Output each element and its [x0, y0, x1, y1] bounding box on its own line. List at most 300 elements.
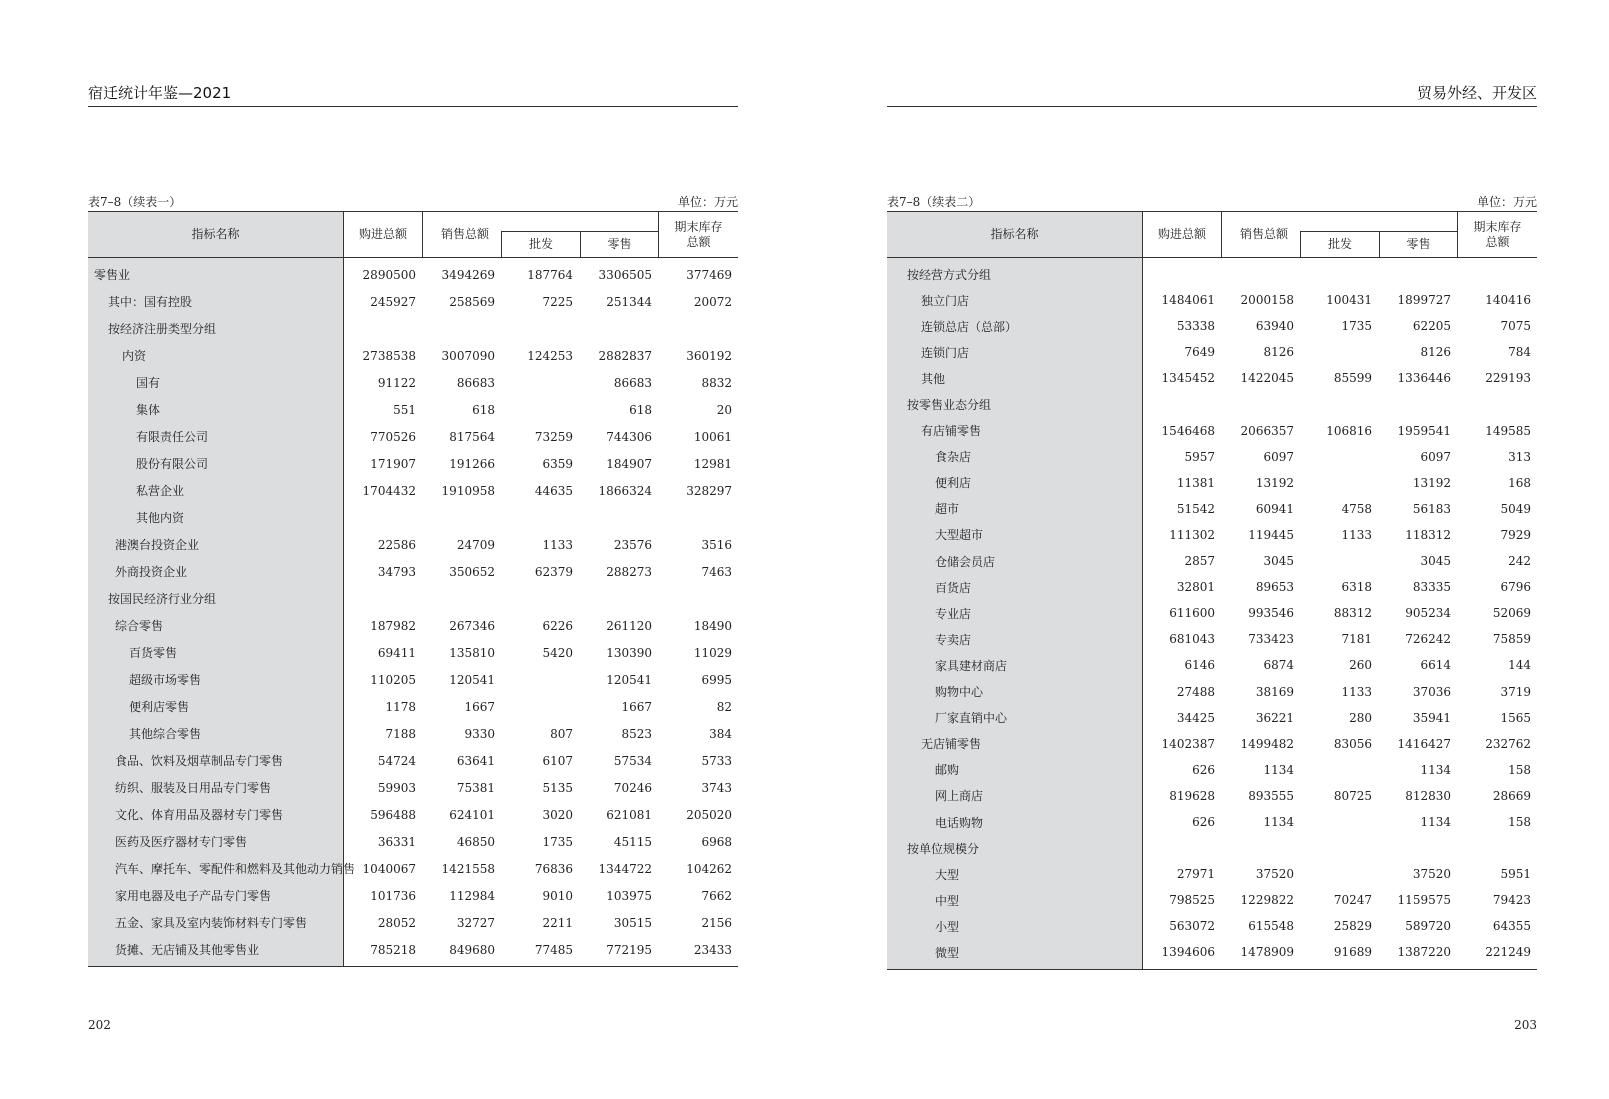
stock-value: 28669	[1492, 788, 1531, 803]
stock-value: 168	[1508, 475, 1531, 490]
header-indicator: 指标名称	[990, 227, 1039, 241]
retail-value: 1159575	[1397, 893, 1451, 908]
row-label: 综合零售	[115, 619, 164, 633]
wholesale-value: 187764	[527, 267, 573, 282]
wholesale-value: 25829	[1333, 919, 1372, 934]
sales-value: 63940	[1255, 319, 1294, 334]
sales-value: 1229822	[1240, 893, 1294, 908]
table-row	[887, 939, 1537, 965]
retail-value: 184907	[606, 456, 652, 471]
wholesale-value: 280	[1349, 710, 1372, 725]
purchase-value: 51542	[1176, 501, 1215, 516]
sales-value: 2066357	[1240, 423, 1294, 438]
wholesale-value: 6318	[1341, 580, 1372, 595]
retail-value: 70246	[613, 780, 652, 795]
purchase-value: 187982	[370, 618, 416, 633]
stock-value: 5049	[1500, 501, 1531, 516]
row-label: 连锁门店	[921, 345, 970, 360]
sales-value: 733423	[1248, 632, 1294, 647]
sales-value: 86683	[456, 375, 495, 390]
retail-value: 905234	[1405, 606, 1451, 621]
purchase-value: 101736	[370, 888, 416, 903]
stock-value: 384	[709, 726, 732, 741]
row-label: 五金、家具及室内装饰材料专门零售	[115, 916, 308, 930]
header-stock: 期末库存 总额	[674, 219, 723, 249]
table-row	[88, 720, 738, 747]
sales-value: 1667	[464, 699, 495, 714]
sales-value: 191266	[449, 456, 495, 471]
stock-value: 242	[1508, 554, 1531, 569]
purchase-value: 5957	[1184, 449, 1215, 464]
sales-value: 849680	[449, 942, 495, 957]
row-label: 按国民经济行业分组	[108, 592, 217, 606]
stock-value: 6995	[701, 672, 732, 687]
retail-value: 1959541	[1397, 423, 1451, 438]
purchase-value: 2738538	[362, 348, 416, 363]
table-row	[88, 666, 738, 693]
row-label: 汽车、摩托车、零配件和燃料及其他动力销售	[115, 862, 356, 876]
retail-value: 2882837	[598, 348, 652, 363]
table-row	[88, 639, 738, 666]
purchase-value: 596488	[370, 807, 416, 822]
retail-value: 1344722	[598, 861, 652, 876]
purchase-value: 626	[1192, 762, 1215, 777]
wholesale-value: 85599	[1333, 371, 1372, 386]
row-label: 其他内资	[136, 511, 185, 525]
right-page	[887, 0, 1537, 1099]
stock-value: 82	[716, 699, 732, 714]
sales-value: 9330	[464, 726, 495, 741]
retail-value: 618	[629, 402, 652, 417]
sales-value: 1134	[1263, 762, 1294, 777]
retail-value: 3306505	[598, 267, 652, 282]
purchase-value: 611600	[1169, 606, 1215, 621]
retail-value: 1667	[621, 699, 652, 714]
table-row	[887, 365, 1537, 391]
table-row	[887, 861, 1537, 887]
sales-value: 63641	[456, 753, 495, 768]
row-label: 百货店	[935, 580, 972, 595]
page-number: 202	[88, 1018, 111, 1032]
retail-value: 13192	[1412, 475, 1451, 490]
stock-value: 23433	[693, 942, 732, 957]
retail-value: 6097	[1420, 449, 1451, 464]
table-number: 表7–8（续表二）	[887, 195, 981, 209]
retail-value: 35941	[1412, 710, 1451, 725]
table-row	[887, 652, 1537, 678]
retail-value: 1134	[1420, 762, 1451, 777]
stock-value: 140416	[1485, 293, 1531, 308]
row-label: 家用电器及电子产品专门零售	[115, 889, 272, 903]
stock-value: 104262	[686, 861, 732, 876]
row-label: 大型	[935, 867, 960, 882]
retail-value: 37520	[1412, 867, 1451, 882]
purchase-value: 11381	[1176, 475, 1215, 490]
sales-value: 1422045	[1240, 371, 1294, 386]
table-row	[887, 600, 1537, 626]
purchase-value: 626	[1192, 815, 1215, 830]
retail-value: 120541	[606, 672, 652, 687]
table-row	[887, 835, 1537, 861]
table-row	[887, 783, 1537, 809]
sales-value: 1478909	[1240, 945, 1294, 960]
table-row	[88, 369, 738, 396]
data-table	[88, 211, 738, 967]
row-label: 零售业	[94, 268, 131, 282]
retail-value: 1416427	[1397, 736, 1451, 751]
purchase-value: 111302	[1169, 527, 1215, 542]
retail-value: 1899727	[1397, 293, 1451, 308]
row-label: 超市	[935, 502, 960, 517]
row-label: 电话购物	[935, 815, 984, 830]
sales-value: 60941	[1255, 501, 1294, 516]
data-table	[887, 211, 1537, 970]
table-row	[88, 855, 738, 882]
purchase-value: 6146	[1184, 658, 1215, 673]
retail-value: 6614	[1420, 658, 1451, 673]
purchase-value: 1484061	[1161, 293, 1215, 308]
purchase-value: 785218	[370, 942, 416, 957]
row-label: 小型	[935, 919, 960, 934]
row-label: 按单位规模分	[907, 841, 980, 856]
row-label: 百货零售	[129, 646, 178, 660]
retail-value: 62205	[1412, 319, 1451, 334]
table-row	[88, 315, 738, 342]
sales-value: 993546	[1248, 606, 1294, 621]
table-row	[887, 887, 1537, 913]
sales-value: 24709	[456, 537, 495, 552]
wholesale-value: 2211	[542, 915, 573, 930]
row-label: 专卖店	[935, 632, 972, 647]
sales-value: 13192	[1255, 475, 1294, 490]
stock-value: 158	[1508, 762, 1531, 777]
row-label: 独立门店	[921, 293, 970, 308]
row-label: 货摊、无店铺及其他零售业	[115, 943, 260, 957]
purchase-value: 53338	[1176, 319, 1215, 334]
header-retail: 零售	[1406, 237, 1431, 251]
purchase-value: 27488	[1176, 684, 1215, 699]
stock-value: 20	[716, 402, 732, 417]
sales-value: 89653	[1255, 580, 1294, 595]
wholesale-value: 124253	[527, 348, 573, 363]
wholesale-value: 6107	[542, 753, 573, 768]
wholesale-value: 1735	[542, 834, 573, 849]
retail-value: 86683	[613, 375, 652, 390]
stock-value: 158	[1508, 815, 1531, 830]
wholesale-value: 9010	[542, 888, 573, 903]
row-label: 网上商店	[935, 789, 984, 804]
wholesale-value: 44635	[534, 483, 573, 498]
stock-value: 3743	[701, 780, 732, 795]
header-wholesale: 批发	[528, 237, 553, 251]
purchase-value: 819628	[1169, 788, 1215, 803]
wholesale-value: 80725	[1333, 788, 1372, 803]
row-label: 按经营方式分组	[907, 267, 992, 282]
purchase-value: 2890500	[362, 267, 416, 282]
stock-value: 64355	[1492, 919, 1531, 934]
section-title: 贸易外经、开发区	[1416, 84, 1537, 102]
table-row	[88, 585, 738, 612]
table-header	[88, 212, 738, 258]
row-label: 家具建材商店	[935, 658, 1008, 673]
row-label: 有限责任公司	[136, 430, 209, 444]
row-label: 按经济注册类型分组	[108, 322, 217, 336]
row-label: 大型超市	[935, 528, 984, 543]
row-label: 厂家直销中心	[935, 711, 1008, 726]
sales-value: 135810	[449, 645, 495, 660]
stock-value: 144	[1508, 658, 1531, 673]
retail-value: 772195	[606, 942, 652, 957]
sales-value: 258569	[449, 294, 495, 309]
header-stock: 期末库存 总额	[1473, 219, 1522, 249]
sales-value: 2000158	[1240, 293, 1294, 308]
table-caption	[88, 193, 738, 209]
row-label: 便利店零售	[129, 700, 190, 714]
table-row	[88, 423, 738, 450]
stock-value: 6796	[1500, 580, 1531, 595]
purchase-value: 245927	[370, 294, 416, 309]
sales-value: 6874	[1263, 658, 1294, 673]
retail-value: 3045	[1420, 554, 1451, 569]
table-row	[887, 679, 1537, 705]
retail-value: 1336446	[1397, 371, 1451, 386]
retail-value: 1134	[1420, 815, 1451, 830]
retail-value: 37036	[1412, 684, 1451, 699]
stock-value: 11029	[693, 645, 732, 660]
sales-value: 624101	[449, 807, 495, 822]
purchase-value: 32801	[1176, 580, 1215, 595]
row-label: 内资	[122, 349, 147, 363]
row-label: 集体	[136, 403, 161, 417]
stock-value: 229193	[1485, 371, 1531, 386]
table-row	[88, 882, 738, 909]
retail-value: 589720	[1405, 919, 1451, 934]
stock-value: 7075	[1500, 319, 1531, 334]
table-row	[887, 731, 1537, 757]
table-row	[88, 531, 738, 558]
table-row	[887, 418, 1537, 444]
purchase-value: 36331	[377, 834, 416, 849]
purchase-value: 770526	[370, 429, 416, 444]
wholesale-value: 5135	[542, 780, 573, 795]
sales-value: 32727	[456, 915, 495, 930]
stock-value: 221249	[1485, 945, 1531, 960]
left-page	[88, 0, 738, 1099]
sales-value: 75381	[456, 780, 495, 795]
row-label: 便利店	[935, 476, 972, 491]
stock-value: 2156	[701, 915, 732, 930]
table-caption	[887, 193, 1537, 209]
header-indicator: 指标名称	[191, 227, 240, 241]
row-label: 港澳台投资企业	[115, 538, 200, 552]
wholesale-value: 83056	[1333, 736, 1372, 751]
wholesale-value: 77485	[534, 942, 573, 957]
stock-value: 1565	[1500, 710, 1531, 725]
row-label: 其中：国有控股	[108, 295, 193, 309]
sales-value: 350652	[449, 564, 495, 579]
sales-value: 3007090	[441, 348, 495, 363]
stock-value: 7662	[701, 888, 732, 903]
retail-value: 1866324	[598, 483, 652, 498]
wholesale-value: 3020	[542, 807, 573, 822]
stock-value: 3719	[1500, 684, 1531, 699]
wholesale-value: 5420	[542, 645, 573, 660]
stock-value: 5733	[701, 753, 732, 768]
purchase-value: 28052	[377, 915, 416, 930]
purchase-value: 681043	[1169, 632, 1215, 647]
wholesale-value: 6226	[542, 618, 573, 633]
stock-value: 10061	[693, 429, 732, 444]
purchase-value: 22586	[377, 537, 416, 552]
purchase-value: 2857	[1184, 554, 1215, 569]
table-row	[887, 522, 1537, 548]
row-label: 医药及医疗器材专门零售	[115, 835, 248, 849]
purchase-value: 7649	[1184, 345, 1215, 360]
book-title: 宿迁统计年鉴—2021	[88, 84, 232, 102]
table-body	[88, 258, 738, 966]
row-label: 国有	[136, 376, 161, 390]
stock-value: 784	[1508, 345, 1531, 360]
row-label: 私营企业	[136, 484, 185, 498]
stock-value: 12981	[693, 456, 732, 471]
purchase-value: 34425	[1176, 710, 1215, 725]
row-label: 纺织、服装及日用品专门零售	[115, 781, 272, 795]
wholesale-value: 70247	[1333, 893, 1372, 908]
retail-value: 83335	[1412, 580, 1451, 595]
table-row	[887, 444, 1537, 470]
purchase-value: 563072	[1169, 919, 1215, 934]
retail-value: 130390	[606, 645, 652, 660]
stock-value: 52069	[1492, 606, 1531, 621]
purchase-value: 59903	[377, 780, 416, 795]
table-row	[887, 339, 1537, 365]
table-row	[88, 504, 738, 531]
table-row	[887, 757, 1537, 783]
stock-value: 6968	[701, 834, 732, 849]
wholesale-value: 1133	[1341, 527, 1372, 542]
running-head	[887, 84, 1537, 107]
sales-value: 119445	[1248, 527, 1294, 542]
row-label: 购物中心	[935, 685, 984, 700]
row-label: 有店铺零售	[921, 424, 982, 439]
retail-value: 118312	[1405, 527, 1451, 542]
stock-value: 377469	[686, 267, 732, 282]
row-label: 外商投资企业	[115, 565, 188, 579]
wholesale-value: 7181	[1341, 632, 1372, 647]
table-row	[88, 261, 738, 288]
retail-value: 57534	[613, 753, 652, 768]
header-purchase: 购进总额	[1157, 227, 1206, 241]
header-retail: 零售	[607, 237, 632, 251]
sales-value: 46850	[456, 834, 495, 849]
purchase-value: 34793	[377, 564, 416, 579]
table-row	[887, 496, 1537, 522]
table-row	[88, 936, 738, 963]
table-unit: 单位：万元	[677, 195, 738, 209]
header-sales: 销售总额	[441, 227, 490, 241]
table-row	[88, 774, 738, 801]
row-label: 专业店	[935, 606, 972, 621]
sales-value: 8126	[1263, 345, 1294, 360]
retail-value: 23576	[613, 537, 652, 552]
table-number: 表7–8（续表一）	[88, 195, 182, 209]
sales-value: 3045	[1263, 554, 1294, 569]
stock-value: 360192	[686, 348, 732, 363]
row-label: 超级市场零售	[129, 673, 202, 687]
stock-value: 3516	[701, 537, 732, 552]
wholesale-value: 100431	[1326, 293, 1372, 308]
wholesale-value: 1133	[542, 537, 573, 552]
sales-value: 267346	[449, 618, 495, 633]
table-header	[887, 212, 1537, 258]
table-row	[887, 313, 1537, 339]
wholesale-value: 4758	[1341, 501, 1372, 516]
stock-value: 8832	[701, 375, 732, 390]
stock-value: 20072	[693, 294, 732, 309]
table-row	[88, 693, 738, 720]
retail-value: 251344	[606, 294, 652, 309]
table-row	[887, 705, 1537, 731]
retail-value: 812830	[1405, 788, 1451, 803]
purchase-value: 91122	[377, 375, 416, 390]
stock-value: 5951	[1500, 867, 1531, 882]
sales-value: 893555	[1248, 788, 1294, 803]
page-number: 203	[1514, 1018, 1537, 1032]
purchase-value: 69411	[377, 645, 416, 660]
retail-value: 744306	[606, 429, 652, 444]
table-row	[887, 574, 1537, 600]
wholesale-value: 91689	[1333, 945, 1372, 960]
wholesale-value: 7225	[542, 294, 573, 309]
sales-value: 1499482	[1240, 736, 1294, 751]
table-row	[88, 828, 738, 855]
retail-value: 8126	[1420, 345, 1451, 360]
retail-value: 56183	[1412, 501, 1451, 516]
purchase-value: 171907	[370, 456, 416, 471]
purchase-value: 110205	[370, 672, 416, 687]
stock-value: 205020	[686, 807, 732, 822]
sales-value: 3494269	[441, 267, 495, 282]
table-row	[887, 470, 1537, 496]
row-label: 其他综合零售	[129, 727, 202, 741]
table-row	[88, 801, 738, 828]
header-purchase: 购进总额	[358, 227, 407, 241]
row-label: 食杂店	[935, 450, 972, 465]
sales-value: 615548	[1248, 919, 1294, 934]
purchase-value: 551	[393, 402, 416, 417]
stock-value: 75859	[1492, 632, 1531, 647]
sales-value: 112984	[449, 888, 495, 903]
retail-value: 621081	[606, 807, 652, 822]
retail-value: 726242	[1405, 632, 1451, 647]
table-row	[88, 477, 738, 504]
row-label: 仓储会员店	[935, 554, 996, 569]
wholesale-value: 62379	[534, 564, 573, 579]
retail-value: 103975	[606, 888, 652, 903]
running-head	[88, 84, 738, 107]
row-label: 中型	[935, 893, 960, 908]
retail-value: 261120	[606, 618, 652, 633]
wholesale-value: 1133	[1341, 684, 1372, 699]
row-label: 其他	[921, 371, 946, 386]
table-row	[887, 391, 1537, 417]
row-label: 无店铺零售	[921, 737, 982, 752]
retail-value: 30515	[613, 915, 652, 930]
purchase-value: 1345452	[1161, 371, 1215, 386]
retail-value: 288273	[606, 564, 652, 579]
wholesale-value: 73259	[534, 429, 573, 444]
table-unit: 单位：万元	[1476, 195, 1537, 209]
